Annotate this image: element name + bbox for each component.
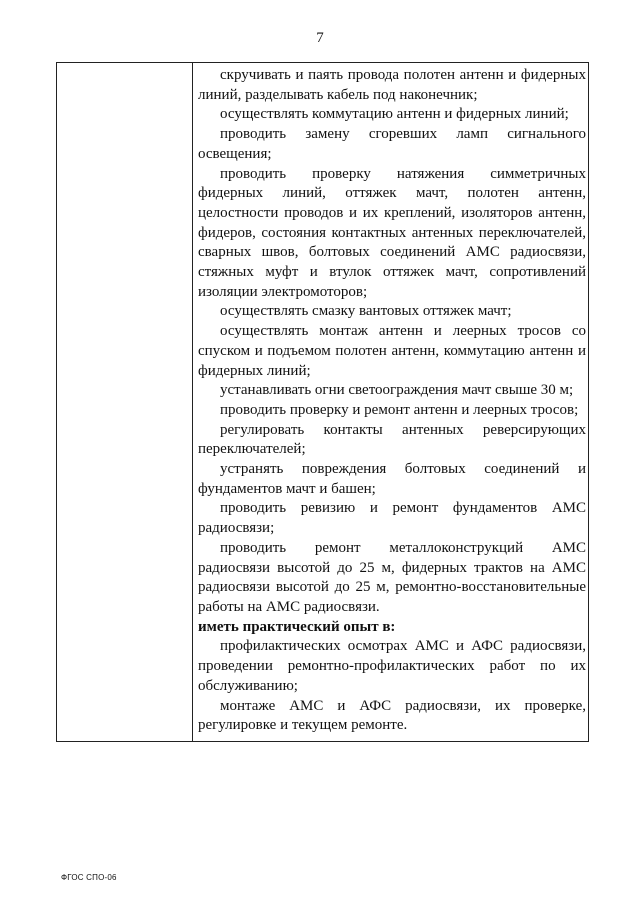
experience-heading: иметь практический опыт в: <box>198 618 396 635</box>
content-table <box>56 62 589 742</box>
skill-paragraph: устранять повреждения болтовых соединений и фундаментов мачт и башен; <box>198 461 586 497</box>
skill-paragraph: осуществлять коммутацию антенн и фидерных линий; <box>220 106 569 123</box>
table-left-cell <box>57 63 193 741</box>
experience-paragraph: профилактических осмотрах АМС и АФС радиосвязи, проведении ремонтно-профилактических работ по их обслуживанию; <box>198 638 586 694</box>
table-right-cell <box>193 63 588 741</box>
page-number: 7 <box>316 30 324 46</box>
footer-code: ФГОС СПО-06 <box>61 873 117 882</box>
skill-paragraph: скручивать и паять провода полотен антенн и фидерных линий, разделывать кабель под наконечник; <box>198 67 586 103</box>
skill-paragraph: проводить замену сгоревших ламп сигнального освещения; <box>198 126 586 162</box>
skill-paragraph: регулировать контакты антенных реверсирующих переключателей; <box>198 421 586 458</box>
skill-paragraph: проводить проверку и ремонт антенн и леерных тросов; <box>220 401 579 418</box>
skill-paragraph: проводить ревизию и ремонт фундаментов АМС радиосвязи; <box>198 500 586 537</box>
experience-paragraph: монтаже АМС и АФС радиосвязи, их проверке, регулировке и текущем ремонте. <box>198 697 586 734</box>
skill-paragraph: проводить ремонт металлоконструкций АМС радиосвязи высотой до 25 м, фидерных трактов на АМС радиосвязи высотой до 25 м, ремонтно-восстановительные работы на АМС радиосвязи. <box>198 539 586 615</box>
skill-paragraph: осуществлять смазку вантовых оттяжек мачт; <box>220 303 512 320</box>
skill-paragraph: устанавливать огни светоограждения мачт свыше 30 м; <box>220 382 574 399</box>
skill-paragraph: осуществлять монтаж антенн и леерных тросов со спуском и подъемом полотен антенн, коммутацию антенн и фидерных линий; <box>198 323 586 379</box>
skill-paragraph: проводить проверку натяжения симметричных фидерных линий, оттяжек мачт, полотен антенн, целостности проводов и их креплений, изоляторов антенн, фидеров, состояния контактных антенных переключателей, сварных швов, болтовых соединений АМС радиосвязи, стяжных муфт и втулок оттяжек мачт, сопротивлений изоляции электромоторов; <box>198 165 586 300</box>
